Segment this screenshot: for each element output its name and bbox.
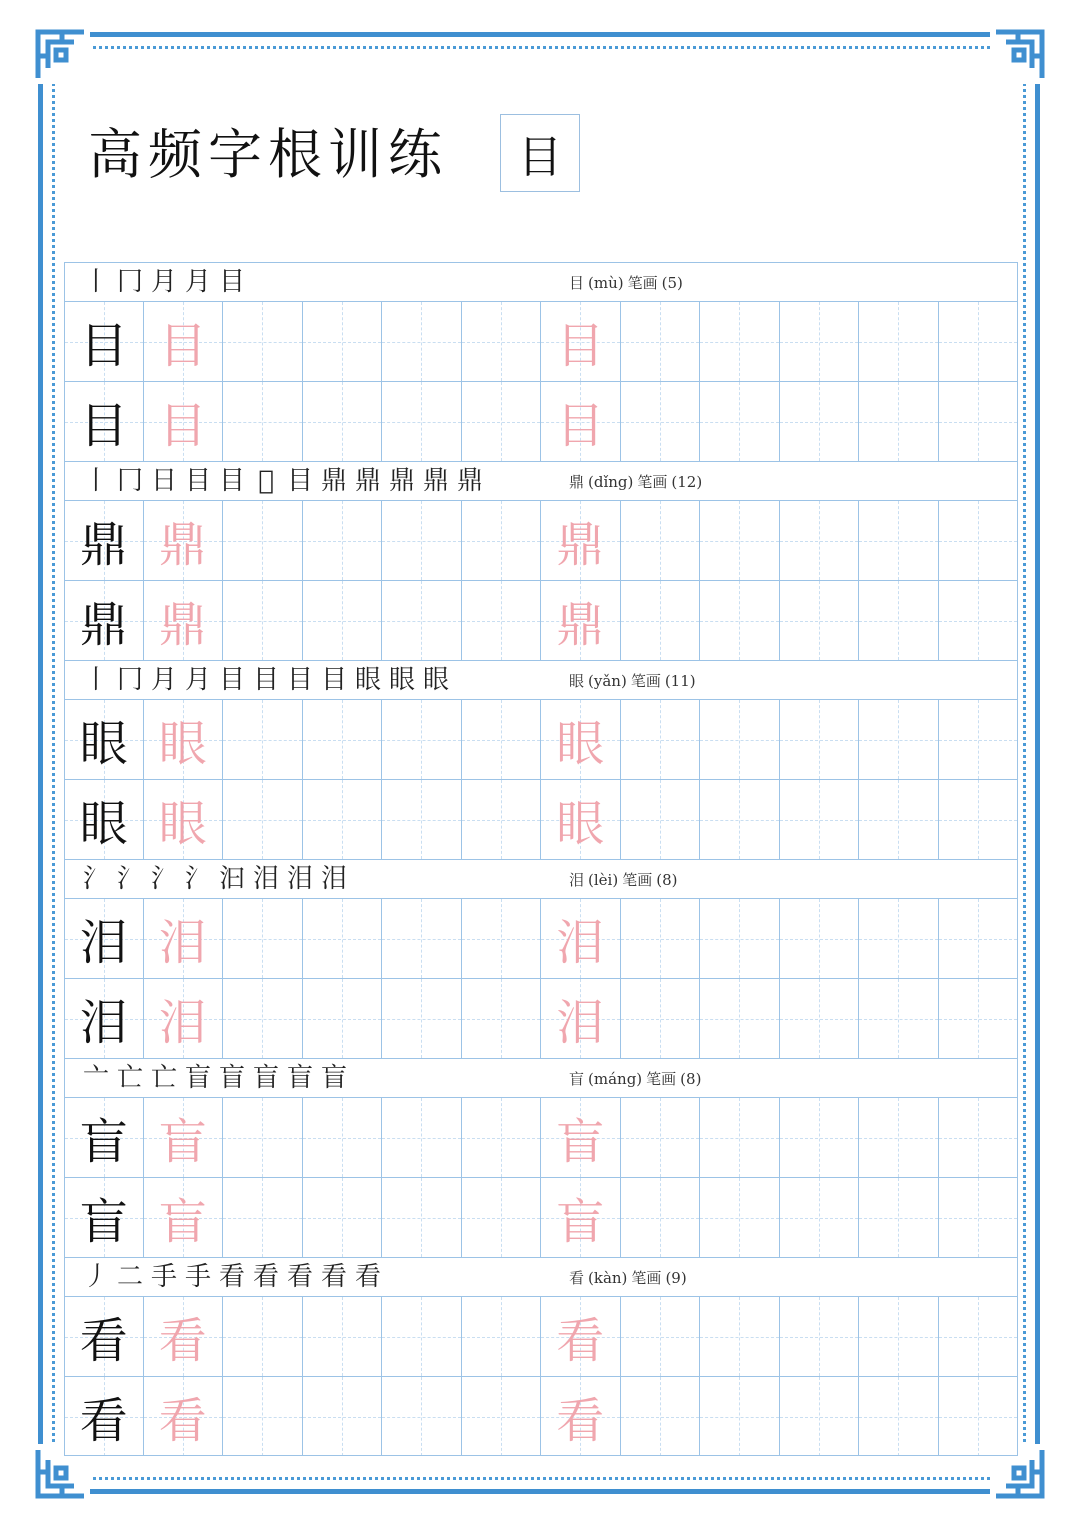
writing-cell[interactable] [303,580,383,660]
stroke-step: 丨 [82,466,109,496]
info-stroke-label: 笔画 [637,473,668,491]
model-character: 眼 [79,796,128,852]
info-stroke-count: (9) [665,1269,687,1287]
writing-cell[interactable] [859,381,939,461]
writing-cell[interactable] [541,699,621,779]
trace-character: 目 [556,398,605,454]
info-stroke-label: 笔画 [646,1070,677,1088]
writing-cell[interactable] [462,898,542,978]
writing-cell[interactable] [780,699,860,779]
writing-cell[interactable] [462,1177,542,1257]
writing-cell[interactable] [144,301,224,381]
model-character: 盲 [79,1194,128,1250]
writing-cell[interactable] [621,898,701,978]
writing-cell[interactable] [939,500,1019,580]
writing-cell[interactable] [541,1177,621,1257]
stroke-step: 盲 [184,1063,211,1093]
writing-cell[interactable] [621,779,701,859]
writing-cell[interactable] [382,978,462,1058]
writing-cell[interactable] [303,978,383,1058]
info-char: 盲 [569,1070,585,1088]
character-block [64,660,1018,859]
trace-character: 鼎 [158,517,207,573]
writing-cell[interactable] [303,500,383,580]
practice-row [64,1177,1018,1257]
writing-cell[interactable] [541,779,621,859]
writing-cell[interactable] [541,1296,621,1376]
writing-cell[interactable] [64,301,144,381]
stroke-step: 盲 [286,1063,313,1093]
writing-cell[interactable] [859,1177,939,1257]
stroke-step: 鼎 [320,466,347,496]
practice-row [64,1376,1018,1456]
writing-cell[interactable] [144,978,224,1058]
stroke-order-strip [64,660,1018,699]
stroke-order-strip [64,262,1018,301]
info-pinyin: (mù) [588,274,624,292]
writing-cell[interactable] [382,1376,462,1456]
writing-cell[interactable] [621,978,701,1058]
trace-character: 盲 [556,1114,605,1170]
writing-cell[interactable] [303,1376,383,1456]
stroke-step: 盲 [252,1063,279,1093]
info-stroke-label: 笔画 [622,871,653,889]
writing-cell[interactable] [144,779,224,859]
stroke-step: 目 [218,466,245,496]
stroke-step: 看 [354,1262,381,1292]
writing-cell[interactable] [700,1097,780,1177]
page-title: 高频字根训练 [88,123,448,186]
trace-character: 盲 [158,1194,207,1250]
stroke-order-strip [64,461,1018,500]
writing-cell[interactable] [541,301,621,381]
trace-character: 鼎 [556,517,605,573]
info-stroke-count: (5) [661,274,683,292]
writing-cell[interactable] [303,699,383,779]
model-character: 盲 [79,1114,128,1170]
writing-cell[interactable] [780,1177,860,1257]
writing-cell[interactable] [939,381,1019,461]
writing-cell[interactable] [303,1296,383,1376]
writing-cell[interactable] [462,1376,542,1456]
writing-cell[interactable] [462,978,542,1058]
writing-cell[interactable] [621,301,701,381]
trace-character: 泪 [556,995,605,1051]
writing-cell[interactable] [621,1097,701,1177]
writing-cell[interactable] [223,1376,303,1456]
writing-cell[interactable] [859,580,939,660]
character-info [569,1267,691,1288]
writing-cell[interactable] [859,978,939,1058]
writing-cell[interactable] [144,699,224,779]
writing-cell[interactable] [462,699,542,779]
root-character-box: 目 [500,114,580,192]
stroke-step: 二 [116,1262,143,1292]
practice-row [64,898,1018,978]
stroke-step: 手 [150,1262,177,1292]
writing-cell[interactable] [144,1376,224,1456]
stroke-order-sequence [79,1260,385,1294]
character-block [64,262,1018,461]
writing-cell[interactable] [541,500,621,580]
writing-cell[interactable] [700,580,780,660]
writing-cell[interactable] [700,301,780,381]
character-block [64,1257,1018,1456]
writing-cell[interactable] [700,898,780,978]
corner-ornament [990,26,1048,84]
model-character: 鼎 [79,517,128,573]
writing-cell[interactable] [64,500,144,580]
info-char: 眼 [569,672,585,690]
trace-character: 看 [158,1313,207,1369]
model-character: 目 [79,398,128,454]
writing-cell[interactable] [382,1097,462,1177]
writing-cell[interactable] [462,1296,542,1376]
writing-cell[interactable] [700,1296,780,1376]
info-char: 目 [569,274,585,292]
writing-cell[interactable] [223,1177,303,1257]
writing-cell[interactable] [144,1097,224,1177]
writing-cell[interactable] [780,580,860,660]
writing-cell[interactable] [621,381,701,461]
practice-row [64,779,1018,859]
writing-cell[interactable] [700,779,780,859]
writing-cell[interactable] [859,898,939,978]
stroke-step: 泪 [252,864,279,894]
trace-character: 鼎 [158,597,207,653]
writing-cell[interactable] [859,779,939,859]
writing-cell[interactable] [780,1376,860,1456]
model-character: 泪 [79,915,128,971]
writing-cell[interactable] [64,1376,144,1456]
writing-cell[interactable] [223,699,303,779]
writing-cell[interactable] [382,1296,462,1376]
writing-cell[interactable] [223,898,303,978]
stroke-order-sequence [79,1061,351,1095]
writing-cell[interactable] [700,500,780,580]
trace-character: 看 [556,1393,605,1449]
character-block [64,461,1018,660]
writing-cell[interactable] [303,779,383,859]
writing-cell[interactable] [144,580,224,660]
writing-cell[interactable] [541,1097,621,1177]
writing-cell[interactable] [780,1296,860,1376]
writing-cell[interactable] [223,580,303,660]
character-info [569,1068,705,1089]
model-character: 泪 [79,995,128,1051]
practice-row [64,381,1018,461]
practice-row [64,1097,1018,1177]
info-pinyin: (yǎn) [588,672,627,690]
practice-sheet [64,262,1018,1456]
stroke-step: 眼 [422,665,449,695]
info-char: 看 [569,1269,585,1287]
writing-cell[interactable] [303,381,383,461]
writing-cell[interactable] [462,1097,542,1177]
stroke-step: 泪 [320,864,347,894]
character-info [569,869,681,890]
writing-cell[interactable] [144,1296,224,1376]
stroke-order-sequence [79,862,351,896]
writing-cell[interactable] [541,580,621,660]
trace-character: 目 [158,318,207,374]
stroke-step: 目 [218,267,245,297]
writing-cell[interactable] [64,1097,144,1177]
stroke-step: 目 [286,665,313,695]
stroke-step: 盲 [320,1063,347,1093]
stroke-order-sequence [79,265,249,299]
character-info [569,471,706,492]
writing-cell[interactable] [223,1296,303,1376]
info-stroke-label: 笔画 [627,274,658,292]
writing-cell[interactable] [64,898,144,978]
stroke-step: 冂 [116,466,143,496]
stroke-step: 冂 [116,665,143,695]
stroke-order-sequence [79,464,487,498]
writing-cell[interactable] [541,381,621,461]
writing-cell[interactable] [780,500,860,580]
trace-character: 看 [556,1313,605,1369]
trace-character: 泪 [158,995,207,1051]
writing-cell[interactable] [144,1177,224,1257]
writing-cell[interactable] [939,898,1019,978]
stroke-step: 目 [320,665,347,695]
trace-character: 眼 [556,796,605,852]
writing-cell[interactable] [382,301,462,381]
writing-cell[interactable] [700,1177,780,1257]
writing-cell[interactable] [144,898,224,978]
writing-cell[interactable] [462,580,542,660]
writing-cell[interactable] [64,1296,144,1376]
writing-cell[interactable] [621,500,701,580]
writing-cell[interactable] [223,779,303,859]
info-pinyin: (dǐng) [588,473,634,491]
practice-row [64,699,1018,779]
info-stroke-count: (12) [671,473,703,491]
writing-cell[interactable] [382,898,462,978]
info-pinyin: (kàn) [588,1269,628,1287]
writing-cell[interactable] [223,500,303,580]
info-char: 泪 [569,871,585,889]
stroke-order-strip [64,859,1018,898]
trace-character: 泪 [556,915,605,971]
stroke-step: 氵 [116,864,143,894]
writing-cell[interactable] [223,301,303,381]
stroke-step: 丨 [82,267,109,297]
stroke-step: 鼎 [456,466,483,496]
writing-cell[interactable] [780,1097,860,1177]
stroke-step: 亡 [150,1063,177,1093]
writing-cell[interactable] [780,381,860,461]
writing-cell[interactable] [303,1097,383,1177]
model-character: 目 [79,318,128,374]
writing-cell[interactable] [223,381,303,461]
info-stroke-count: (8) [680,1070,702,1088]
stroke-step: 泪 [286,864,313,894]
writing-cell[interactable] [780,301,860,381]
writing-cell[interactable] [382,779,462,859]
writing-cell[interactable] [144,500,224,580]
stroke-step: 看 [320,1262,347,1292]
stroke-step: 看 [252,1262,279,1292]
stroke-step: 氵 [184,864,211,894]
practice-row [64,301,1018,381]
corner-ornament [32,26,90,84]
model-character: 眼 [79,716,128,772]
writing-cell[interactable] [382,1177,462,1257]
practice-row [64,978,1018,1058]
practice-row [64,580,1018,660]
character-block [64,859,1018,1058]
stroke-step: 眼 [388,665,415,695]
writing-cell[interactable] [462,301,542,381]
writing-cell[interactable] [64,779,144,859]
writing-cell[interactable] [859,1376,939,1456]
writing-cell[interactable] [541,978,621,1058]
writing-cell[interactable] [382,699,462,779]
writing-cell[interactable] [700,381,780,461]
writing-cell[interactable] [780,898,860,978]
stroke-order-strip [64,1058,1018,1097]
stroke-step: 看 [218,1262,245,1292]
writing-cell[interactable] [382,580,462,660]
stroke-order-sequence [79,663,453,697]
trace-character: 眼 [556,716,605,772]
writing-cell[interactable] [621,580,701,660]
stroke-step: 鼎 [354,466,381,496]
writing-cell[interactable] [939,580,1019,660]
stroke-step: 目 [286,466,313,496]
stroke-step: 月 [150,267,177,297]
stroke-order-strip [64,1257,1018,1296]
writing-cell[interactable] [621,699,701,779]
stroke-step: 月 [150,665,177,695]
writing-cell[interactable] [621,1376,701,1456]
stroke-step: 眼 [354,665,381,695]
writing-cell[interactable] [223,1097,303,1177]
writing-cell[interactable] [64,580,144,660]
model-character: 看 [79,1393,128,1449]
stroke-step: 汩 [218,864,245,894]
writing-cell[interactable] [939,978,1019,1058]
writing-cell[interactable] [303,898,383,978]
writing-cell[interactable] [303,301,383,381]
writing-cell[interactable] [700,978,780,1058]
stroke-step: 日 [150,466,177,496]
writing-cell[interactable] [64,699,144,779]
writing-cell[interactable] [859,500,939,580]
info-stroke-label: 笔画 [630,672,661,690]
stroke-step: 冂 [116,267,143,297]
trace-character: 看 [158,1393,207,1449]
info-char: 鼎 [569,473,585,491]
stroke-step: 月 [184,267,211,297]
writing-cell[interactable] [303,1177,383,1257]
trace-character: 泪 [158,915,207,971]
model-character: 看 [79,1313,128,1369]
writing-cell[interactable] [462,779,542,859]
trace-character: 盲 [158,1114,207,1170]
trace-character: 眼 [158,716,207,772]
writing-cell[interactable] [939,699,1019,779]
stroke-step: 手 [184,1262,211,1292]
writing-cell[interactable] [700,699,780,779]
writing-cell[interactable] [939,1296,1019,1376]
trace-character: 眼 [158,796,207,852]
writing-cell[interactable] [144,381,224,461]
writing-cell[interactable] [939,1376,1019,1456]
trace-character: 目 [158,398,207,454]
info-pinyin: (lèi) [588,871,619,889]
stroke-step: 鼎 [422,466,449,496]
info-stroke-label: 笔画 [631,1269,662,1287]
writing-cell[interactable] [64,978,144,1058]
character-block [64,1058,1018,1257]
writing-cell[interactable] [939,1177,1019,1257]
stroke-step: 丨 [82,665,109,695]
stroke-step: 氵 [82,864,109,894]
stroke-step: 目 [252,665,279,695]
writing-cell[interactable] [859,301,939,381]
model-character: 鼎 [79,597,128,653]
stroke-step: 𣆪 [258,466,274,496]
stroke-step: 亡 [116,1063,143,1093]
writing-cell[interactable] [859,699,939,779]
writing-cell[interactable] [780,779,860,859]
writing-cell[interactable] [462,500,542,580]
writing-cell[interactable] [64,1177,144,1257]
character-info [569,670,700,691]
writing-cell[interactable] [223,978,303,1058]
stroke-step: 看 [286,1262,313,1292]
stroke-step: 目 [184,466,211,496]
trace-character: 鼎 [556,597,605,653]
writing-cell[interactable] [700,1376,780,1456]
character-info [569,272,687,293]
info-pinyin: (máng) [588,1070,643,1088]
writing-cell[interactable] [939,1097,1019,1177]
writing-cell[interactable] [621,1296,701,1376]
stroke-step: 丿 [82,1262,109,1292]
stroke-step: 亠 [82,1063,109,1093]
writing-cell[interactable] [859,1296,939,1376]
writing-cell[interactable] [939,779,1019,859]
writing-cell[interactable] [541,898,621,978]
trace-character: 目 [556,318,605,374]
stroke-step: 鼎 [388,466,415,496]
practice-row [64,500,1018,580]
stroke-step: 目 [218,665,245,695]
writing-cell[interactable] [939,301,1019,381]
writing-cell[interactable] [64,381,144,461]
trace-character: 盲 [556,1194,605,1250]
writing-cell[interactable] [621,1177,701,1257]
practice-row [64,1296,1018,1376]
stroke-step: 氵 [150,864,177,894]
writing-cell[interactable] [462,381,542,461]
writing-cell[interactable] [780,978,860,1058]
stroke-step: 月 [184,665,211,695]
writing-cell[interactable] [541,1376,621,1456]
writing-cell[interactable] [382,381,462,461]
writing-cell[interactable] [382,500,462,580]
writing-cell[interactable] [859,1097,939,1177]
info-stroke-count: (8) [656,871,678,889]
stroke-step: 盲 [218,1063,245,1093]
info-stroke-count: (11) [664,672,696,690]
